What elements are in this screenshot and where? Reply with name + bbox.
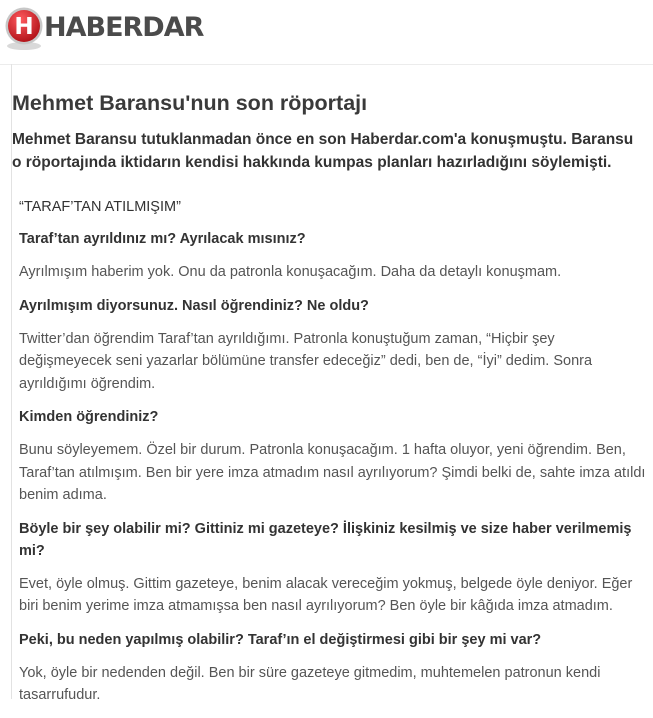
question-5: Peki, bu neden yapılmış olabilir? Taraf’ın el değiştirmesi gibi bir şey mi var? [19, 631, 542, 648]
question-1: Taraf’tan ayrıldınız mı? Ayrılacak mısınız? [19, 231, 306, 247]
brand-name[interactable]: HABERDAR [44, 12, 204, 43]
logo-initial: H [14, 14, 34, 40]
question-2: Ayrılmışım diyorsunuz. Nasıl öğrendiniz? Ne oldu? [19, 297, 369, 314]
site-header [0, 0, 653, 62]
answer-4: Evet, öyle olmuş. Gittim gazeteye, benim alacak vereceğim yokmuş, belgede öyle deniyor. Eğer biri benim yerime imza atmamışsa ben nasıl ayrılıyorum? Ben öyle bir kâğıda imza atmadım. [19, 575, 633, 614]
article-lead: Mehmet Baransu tutuklanmadan önce en son Haberdar.com'a konuşmuştu. Baransu o röportajında iktidarın kendisi hakkında kumpas planları hazırladığını söylemişti. [12, 131, 634, 171]
article-title: Mehmet Baransu'nun son röportajı [12, 91, 368, 115]
answer-3: Bunu söyleyemem. Özel bir durum. Patronla konuşacağım. 1 hafta oluyor, yeni öğrendim. Ben, Taraf’tan atılmışım. Ben bir yere imza atmadım nasıl ayrılıyorum? Şimdi belki de, sahte imza atıldı benim adıma. [19, 442, 646, 503]
header-divider [0, 64, 653, 65]
section-heading: “TARAF’TAN ATILMIŞIM” [19, 199, 181, 215]
article-body [19, 198, 649, 718]
answer-1: Ayrılmışım haberim yok. Onu da patronla konuşacağım. Daha da detaylı konuşmam. [19, 264, 562, 280]
answer-5: Yok, öyle bir nedenden değil. Ben bir süre gazeteye gitmedim, muhtemelen patronun kendi tasarrufudur. [19, 664, 601, 703]
answer-2: Twitter’dan öğrendim Taraf’tan ayrıldığımı. Patronla konuştuğum zaman, “Hiçbir şey değişmeyecek seni yazarlar bölümüne transfer edeceğiz” dedi, ben de, “İyi” dedim. Sonra ayrıldığımı öğrendim. [19, 330, 593, 392]
question-4: Böyle bir şey olabilir mi? Gittiniz mi gazeteye? İlişkiniz kesilmiş ve size haber verilmemiş mi? [19, 520, 632, 559]
question-3: Kimden öğrendiniz? [19, 409, 159, 425]
haberdar-logo-icon[interactable] [4, 6, 44, 52]
